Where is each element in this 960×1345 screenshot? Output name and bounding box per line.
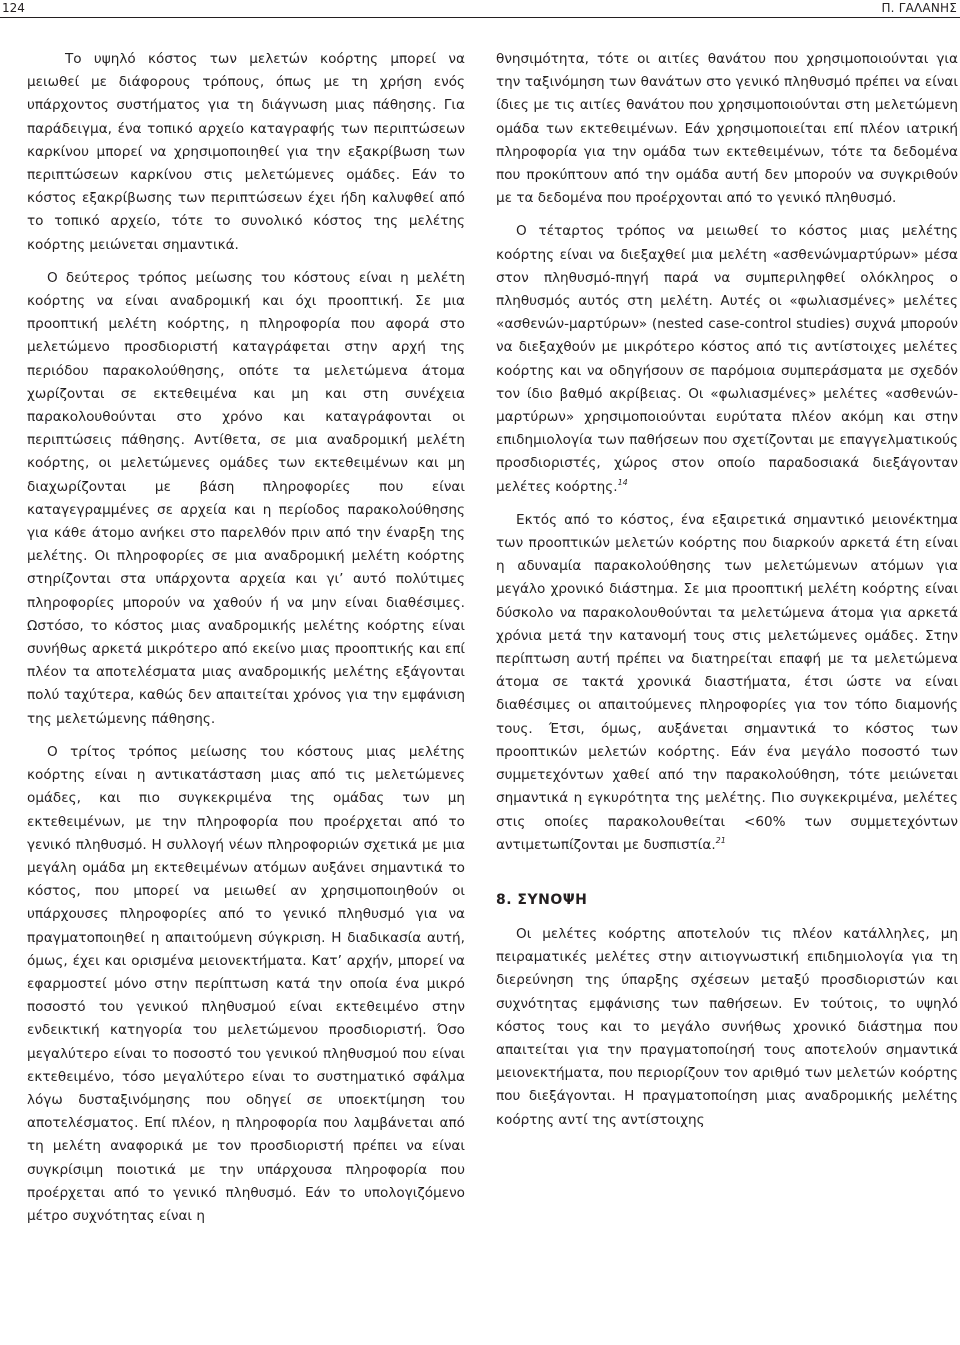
paragraph-retrospective-cohort: Ο δεύτερος τρόπος μείωσης του κόστους είναι η μελέτη κοόρτης να είναι αναδρομική και όχι προοπτική. Σε μια προοπτική μελέτη κοόρτης, η πληροφορία που αφορά στο μελετώμενο προσδιοριστή καταγράφεται στην αρχή της περιόδου παρακολούθησης, οπότε τα μελετώμενα άτομα χωρίζονται σε εκτεθειμένα και μη και στη συνέχεια παρακολουθούνται στο χρόνο και καταγράφονται οι περιπτώσεις πάθησης. Αντίθετα, σε μια αναδρομική μελέτη κοόρτης, οι μελετώμενες ομάδες των εκτεθειμένων και μη διαχωρίζονται με βάση πληροφορίες που είναι καταγεγραμμένες σε αρχεία και η περίοδος παρακολούθησης για κάθε άτομο ανήκει στο παρελθόν πριν από την έναρξη της μελέτης. Οι πληροφορίες σε μια αναδρομική μελέτη κοόρτης στηρίζονται στα υπάρχοντα αρχεία και γι’ αυτό πολύτιμες πληροφορίες μπορούν να χαθούν ή να μην είναι διαθέσιμες. Ωστόσο, το κόστος μιας αναδρομικής μελέτης κοόρτης είναι συνήθως αρκετά μικρότερο από εκείνο μιας προοπτικής και επί πλέον τα αποτελέσματα μιας αναδρομικής μελέτης εξάγονται πολύ ταχύτερα, καθώς δεν απαιτείται χρόνος για την εμφάνιση της μελετώμενης πάθησης. — [27, 269, 465, 727]
nested-case-control-text: Ο τέταρτος τρόπος να μειωθεί το κόστος μιας μελέτης κοόρτης είναι να διεξαχθεί μια μελέτη «ασθενώνμαρτύρων» μέσα στον πληθυσμό-πηγή παρά να συμπεριληφθεί ολόκληρος ο πληθυσμός αυτός στη μελέτη. Αυτές οι «φωλιασμένες» μελέτες «ασθενών-μαρτύρων» (nested case-control studies) συχνά μπορούν να διεξαχθούν με μικρότερο κόστος από τις αντίστοιχες μελέτες κοόρτης και να οδηγήσουν σε παρόμοια συμπεράσματα με σχεδόν τον ίδιο βαθμό ακρίβειας. Οι «φωλιασμένες» μελέτες «ασθενών-μαρτύρων» χρησιμοποιούνται ευρύτατα πλέον ακόμη και στην επιδημιολογία των παθήσεων που σχετίζονται με επαγγελματικούς προσδιοριστές, χώρος στον οποίο παραδοσιακά διεξάγονταν μελέτες κοόρτης. — [496, 223, 958, 495]
left-column — [27, 48, 465, 1228]
paragraph-existing-system: Το υψηλό κόστος των μελετών κοόρτης μπορεί να μειωθεί με διάφορους τρόπους, όπως με τη χρήση ενός υπάρχοντος συστήματος για τη διάγνωση μιας πάθησης. Για παράδειγμα, ένα τοπικό αρχείο καταγραφής των περιπτώσεων καρκίνου μπορεί να χρησιμοποιηθεί για την εξακρίβωση των περιπτώσεων καρκίνου στις μελετώμενες ομάδες. Εάν το κόστος εξακρίβωσης των περιπτώσεων έχει ήδη καλυφθεί από το τοπικό αρχείο, τότε το συνολικό κόστος της μελέτης κοόρτης μειώνεται σημαντικά. — [27, 51, 465, 253]
page-header — [0, 0, 960, 20]
paragraph-loss-to-follow-up — [496, 509, 958, 857]
paragraph-summary: Οι μελέτες κοόρτης αποτελούν τις πλέον κατάλληλες, μη πειραματικές μελέτες στην αιτιογνωστική επιδημιολογία για τη διερεύνηση της ύπαρξης σχέσεων μεταξύ προσδιοριστών και συχνότητας εμφάνισης των παθήσεων. Εν τούτοις, το υψηλό κόστος τους και το μεγάλο συνήθως χρονικό διάστημα που απαιτείται για την πραγματοποίησή τους αποτελούν σημαντικά μειονεκτήματα, που περιορίζουν τον αριθμό των μελετών κοόρτης που διεξάγονται. Η πραγματοποίηση μιας αναδρομικής μελέτης κοόρτης αντί της αντίστοιχης — [496, 925, 958, 1128]
running-head-author: Π. ΓΑΛΑΝΗΣ — [881, 1, 957, 15]
page-number: 124 — [2, 1, 25, 15]
paragraph-mortality-continuation: θνησιμότητα, τότε οι αιτίες θανάτου που χρησιμοποιούνται για την ταξινόμηση των θανάτων στο γενικό πληθυσμό πρέπει να είναι ίδιες με τις αιτίες θανάτου που χρησιμοποιούνται στη μελετώμενη ομάδα των εκτεθειμένων. Εάν χρησιμοποιείται επί πλέον ιατρική πληροφορία για την ομάδα των εκτεθειμένων, τότε τα δεδομένα που προκύπτουν από την ομάδα αυτή δεν μπορούν να συγκριθούν με τα δεδομένα που προέρχονται από το γενικό πληθυσμό. — [496, 51, 958, 207]
header-rule — [0, 17, 960, 18]
paragraph-general-population: Ο τρίτος τρόπος μείωσης του κόστους μιας μελέτης κοόρτης είναι η αντικατάσταση μιας από τις μελετώμενες ομάδες, και πιο συγκεκριμένα της ομάδας των μη εκτεθειμένων, με την πληροφορία που προέρχεται από το γενικό πληθυσμό. Η συλλογή νέων πληροφοριών σχετικά με μια μεγάλη ομάδα μη εκτεθειμένων ατόμων αυξάνει σημαντικά το κόστος, που μπορεί να μειωθεί αν χρησιμοποιηθούν οι υπάρχουσες πληροφορίες από το γενικό πληθυσμό για να πραγματοποιηθεί η απαιτούμενη σύγκριση. Η διαδικασία αυτή, όμως, έχει και ορισμένα μειονεκτήματα. Κατ’ αρχήν, μπορεί να εφαρμοστεί μόνο στην περίπτωση κατά την οποία ένα μικρό ποσοστό του γενικού πληθυσμού είναι εκτεθειμένο στην ενδεικτική κατηγορία του μελετώμενου προσδιοριστή. Όσο μεγαλύτερο είναι το ποσοστό του γενικού πληθυσμού που είναι εκτεθειμένο, τόσο μεγαλύτερο είναι το συστηματικό σφάλμα λόγω δυσταξινόμησης που οδηγεί σε υποεκτίμηση του αποτελέσματος. Επί πλέον, η πληροφορία που λαμβάνεται από τη μελέτη αναφορικά με τον προσδιοριστή πρέπει να είναι συγκρίσιμη ποιοτικά με την υπάρχουσα πληροφορία που προέρχεται από το γενικό πληθυσμό. Εάν το υπολογιζόμενο μέτρο συχνότητας είναι η — [27, 743, 465, 1224]
reference-14: 14 — [617, 477, 628, 487]
reference-21: 21 — [715, 835, 726, 845]
loss-to-follow-up-text: Εκτός από το κόστος, ένα εξαιρετικά σημαντικό μειονέκτημα των προοπτικών μελετών κοόρτης που διαρκούν αρκετά έτη είναι η αδυναμία παρακολούθησης των μελετώμενων ατόμων για μεγάλο χρονικό διάστημα. Σε μια προοπτική μελέτη κοόρτης είναι δύσκολο να παρακολουθούνται τα μελετώμενα άτομα για αρκετά χρόνια μετά την κατανομή τους στις μελετώμενες ομάδες. Στην περίπτωση αυτή πρέπει να διατηρείται επαφή με τα μελετώμενα άτομα σε τακτά χρονικά διαστήματα, έτσι ώστε να είναι διαθέσιμες οι απαιτούμενες πληροφορίες για τον τόπο διαμονής τους. Έτσι, όμως, αυξάνεται σημαντικά το κόστος των προοπτικών μελετών κοόρτης. Εάν ένα μεγάλο ποσοστό των συμμετεχόντων χαθεί από την παρακολούθηση, τότε μειώνεται σημαντικά η εγκυρότητα της μελέτης. Πιο συγκεκριμένα, μελέτες στις οποίες παρακολουθείται <60% των συμμετεχόντων αντιμετωπίζονται με δυσπιστία. — [496, 511, 958, 853]
section-heading-summary: 8. ΣΥΝΟΨΗ — [496, 891, 588, 908]
paragraph-nested-case-control — [496, 220, 958, 498]
right-column — [496, 48, 958, 1132]
